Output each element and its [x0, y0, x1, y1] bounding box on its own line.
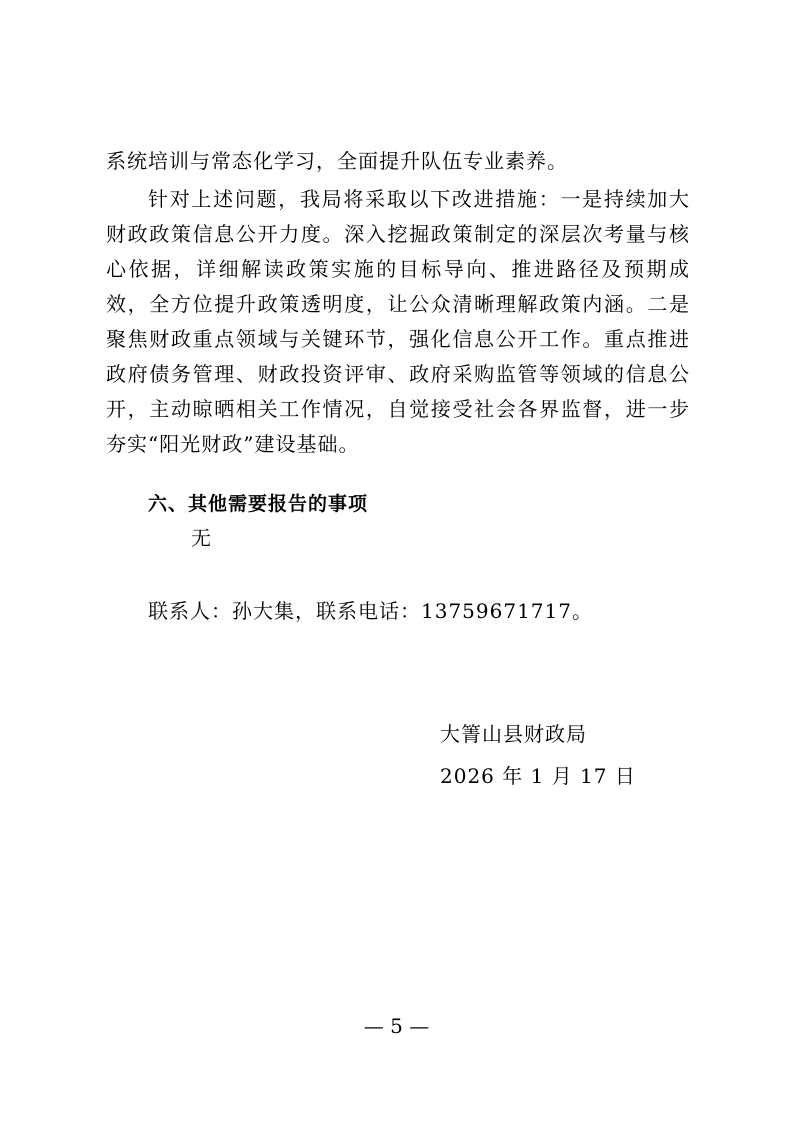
signature-organization: 大箐山县财政局 [440, 722, 587, 746]
section-content: 无 [191, 526, 211, 550]
contact-line: 联系人：孙大集，联系电话：13759671717。 [148, 599, 593, 623]
section-heading: 六、其他需要报告的事项 [148, 493, 369, 515]
paragraph-improvement-measures: 针对上述问题，我局将采取以下改进措施：一是持续加大财政政策信息公开力度。深入挖掘政策制定的深层次考量与核心依据，详细解读政策实施的目标导向、推进路径及预期成效，全方位提升政策透明度，让公众清晰理解政策内涵。二是聚焦财政重点领域与关键环节，强化信息公开工作。重点推进政府债务管理、财政投资评审、政府采购监管等领域的信息公开，主动晾晒相关工作情况，自觉接受社会各界监督，进一步夯实“阳光财政”建设基础。 [106, 187, 690, 456]
signature-date: 2026 年 1 月 17 日 [440, 764, 636, 788]
paragraph-continuation: 系统培训与常态化学习，全面提升队伍专业素养。 [106, 149, 568, 173]
page-number: — 5 — [363, 1014, 430, 1038]
